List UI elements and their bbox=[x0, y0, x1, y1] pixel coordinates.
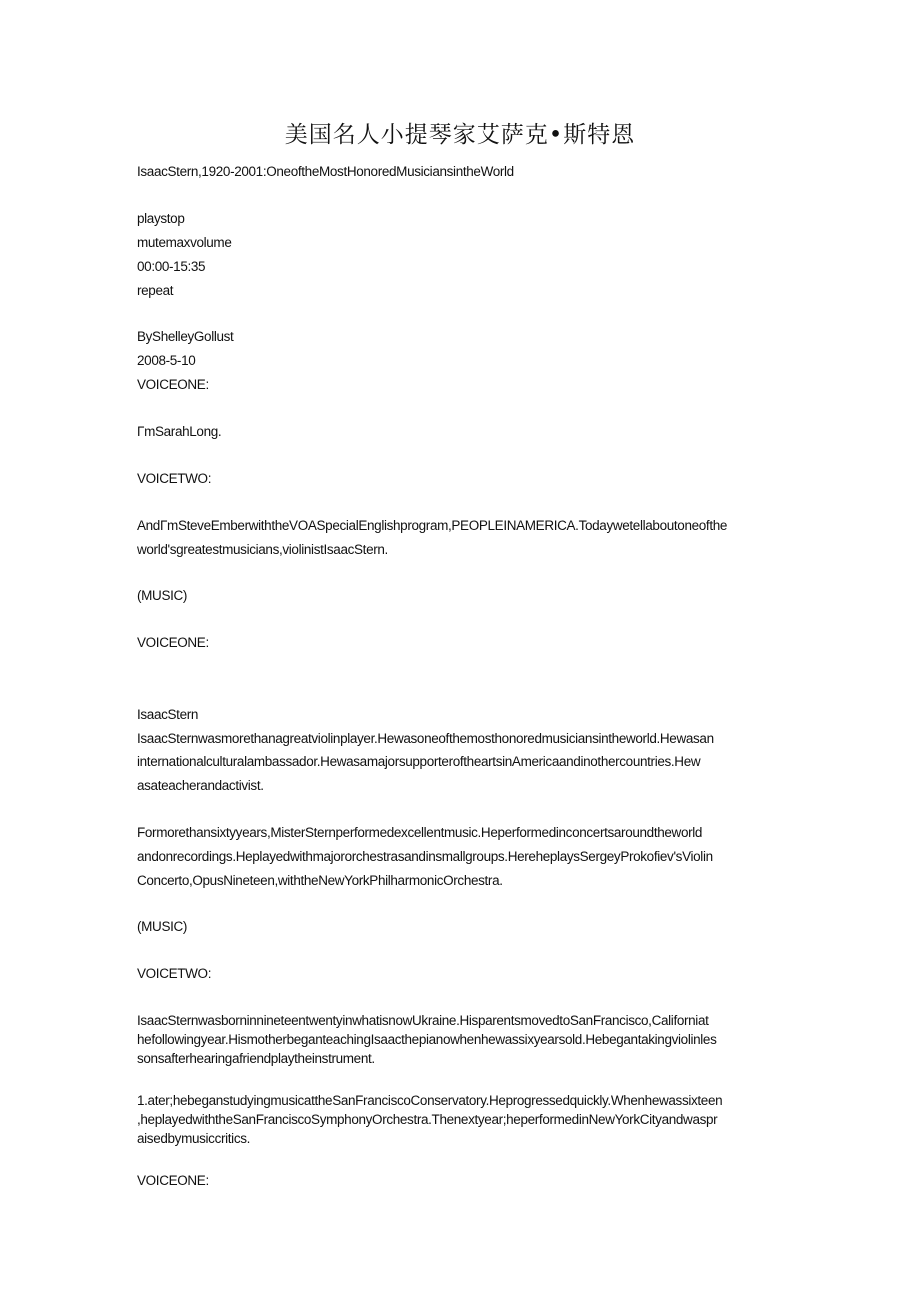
paragraph-line: ,heplayedwiththeSanFranciscoSymphonyOrchestra.Thenextyear;heperformedinNewYorkCityandwaspr bbox=[137, 1112, 718, 1127]
paragraph-line: IsaacSternwasborninnineteentwentyinwhatisnowUkraine.HisparentsmovedtoSanFrancisco,Californiat bbox=[137, 1013, 709, 1028]
paragraph-line: internationalculturalambassador.HewasamajorsupporteroftheartsinAmericaandinothercountries.Hew bbox=[137, 754, 701, 769]
speaker-label: VOICEONE: bbox=[137, 1173, 209, 1188]
byline-date: 2008-5-10 bbox=[137, 353, 196, 368]
paragraph-line: hefollowingyear.HismotherbeganteachingIsaacthepianowhenhewassixyearsold.Hebegantakingviolinles bbox=[137, 1032, 717, 1047]
byline-author: ByShelleyGollust bbox=[137, 329, 234, 344]
player-time: 00:00-15:35 bbox=[137, 259, 206, 274]
paragraph-line: ΓmSarahLong. bbox=[137, 424, 222, 439]
player-controls-play-stop: playstop bbox=[137, 211, 185, 226]
music-cue: (MUSIC) bbox=[137, 588, 188, 603]
paragraph-line: IsaacSternwasmorethanagreatviolinplayer.Hewasoneofthemosthonoredmusiciansintheworld.Hewasan bbox=[137, 731, 714, 746]
article-subtitle: IsaacStern,1920-2001:OneoftheMostHonoredMusiciansintheWorld bbox=[137, 164, 514, 179]
music-cue: (MUSIC) bbox=[137, 919, 188, 934]
paragraph-line: sonsafterhearingafriendplaytheinstrument. bbox=[137, 1051, 375, 1066]
paragraph-line: aisedbymusiccritics. bbox=[137, 1131, 251, 1146]
image-caption: IsaacStern bbox=[137, 707, 199, 722]
paragraph-line: Formorethansixtyyears,MisterSternperformedexcellentmusic.Heperformedinconcertsaroundtheworld bbox=[137, 825, 703, 840]
speaker-label: VOICEONE: bbox=[137, 635, 209, 650]
player-controls-mute-volume: mutemaxvolume bbox=[137, 235, 232, 250]
player-repeat: repeat bbox=[137, 283, 174, 298]
speaker-label: VOICETWO: bbox=[137, 966, 212, 981]
paragraph-line: 1.ater;hebeganstudyingmusicattheSanFranciscoConservatory.Heprogressedquickly.Whenhewassixteen bbox=[137, 1093, 723, 1108]
paragraph-line: AndΓmSteveEmberwiththeVOASpecialEnglishprogram,PEOPLEINAMERICA.Todaywetellaboutoneofthe bbox=[137, 518, 728, 533]
paragraph-line: asateacherandactivist. bbox=[137, 778, 264, 793]
speaker-label: VOICETWO: bbox=[137, 471, 212, 486]
speaker-label: VOICEONE: bbox=[137, 377, 209, 392]
paragraph-line: Concerto,OpusNineteen,withtheNewYorkPhilharmonicOrchestra. bbox=[137, 873, 503, 888]
paragraph-line: andonrecordings.Heplayedwithmajororchestrasandinsmallgroups.HereheplaysSergeyProkofiev'sViolin bbox=[137, 849, 713, 864]
paragraph-line: world'sgreatestmusicians,violinistIsaacStern. bbox=[137, 542, 388, 557]
page-title: 美国名人小提琴家艾萨克•斯特恩 bbox=[284, 122, 636, 148]
